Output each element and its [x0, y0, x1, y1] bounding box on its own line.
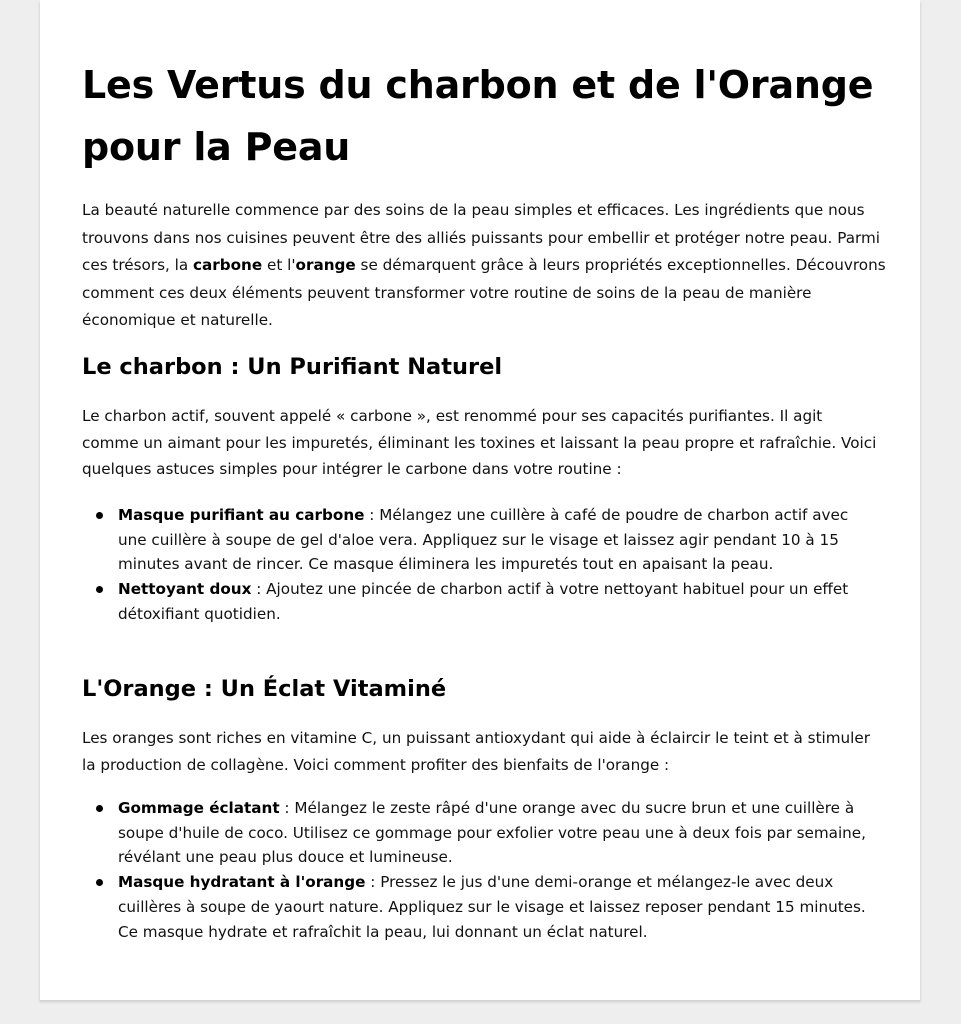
list-item-text: : Pressez le jus d'une demi-orange et mélangez-le avec deux cuillères à soupe de yaourt nature. Appliquez sur le visage et laissez reposer pendant 15 minutes. Ce masque hydrate et rafraîchit la peau, lui donnant un éclat naturel.	[118, 873, 866, 941]
intro-paragraph	[82, 197, 888, 335]
section-heading-charbon: Le charbon : Un Purifiant Naturel	[82, 354, 503, 380]
page-title: Les Vertus du charbon et de l'Orange pour la Peau	[82, 63, 874, 169]
bullet-icon	[96, 879, 103, 886]
intro-text-3: se démarquent grâce à leurs propriétés exceptionnelles. Découvrons comment ces deux éléments peuvent transformer votre routine de soins de la peau de manière économique et naturelle.	[82, 256, 886, 329]
intro-bold-carbone: carbone	[193, 256, 263, 274]
bullet-icon	[96, 586, 103, 593]
bullet-list-charbon	[82, 503, 878, 627]
list-item-text: : Ajoutez une pincée de charbon actif à votre nettoyant habituel pour un effet détoxifiant quotidien.	[118, 580, 849, 623]
list-item-text: : Mélangez une cuillère à café de poudre de charbon actif avec une cuillère à soupe de gel d'aloe vera. Appliquez sur le visage et laissez agir pendant 10 à 15 minutes avant de rincer. Ce masque éliminera les impuretés tout en apaisant la peau.	[118, 506, 849, 574]
intro-bold-orange: orange	[295, 256, 356, 274]
bullet-list-orange	[82, 796, 878, 944]
section-paragraph-orange: Les oranges sont riches en vitamine C, un puissant antioxydant qui aide à éclaircir le teint et à stimuler la production de collagène. Voici comment profiter des bienfaits de l'orange :	[82, 729, 870, 774]
page-shadow	[40, 1000, 920, 1004]
list-item	[118, 870, 878, 944]
list-item-label: Gommage éclatant	[118, 799, 280, 817]
list-item	[118, 577, 878, 626]
list-item	[118, 796, 878, 870]
list-item-text: : Mélangez le zeste râpé d'une orange avec du sucre brun et une cuillère à soupe d'huile de coco. Utilisez ce gommage pour exfolier votre peau une à deux fois par semaine, révélant une peau plus douce et lumineuse.	[118, 799, 866, 867]
bullet-icon	[96, 512, 103, 519]
section-heading-orange: L'Orange : Un Éclat Vitaminé	[82, 676, 447, 702]
intro-text-2: et l'	[262, 256, 296, 274]
list-item	[118, 503, 878, 577]
document-page	[40, 0, 920, 1000]
list-item-label: Nettoyant doux	[118, 580, 252, 599]
section-paragraph-charbon: Le charbon actif, souvent appelé « carbone », est renommé pour ses capacités purifiantes. Il agit comme un aimant pour les impuretés, éliminant les toxines et laissant la peau propre et rafraîchie. Voici quelques astuces simples pour intégrer le carbone dans votre routine :	[82, 407, 877, 478]
bullet-icon	[96, 805, 103, 812]
list-item-label: Masque purifiant au carbone	[118, 506, 365, 524]
list-item-label: Masque hydratant à l'orange	[118, 873, 366, 892]
intro-text-1: La beauté naturelle commence par des soins de la peau simples et efficaces. Les ingrédients que nous trouvons dans nos cuisines peuvent être des alliés puissants pour embellir et protéger notre peau. Parmi ces trésors, la	[82, 201, 880, 274]
